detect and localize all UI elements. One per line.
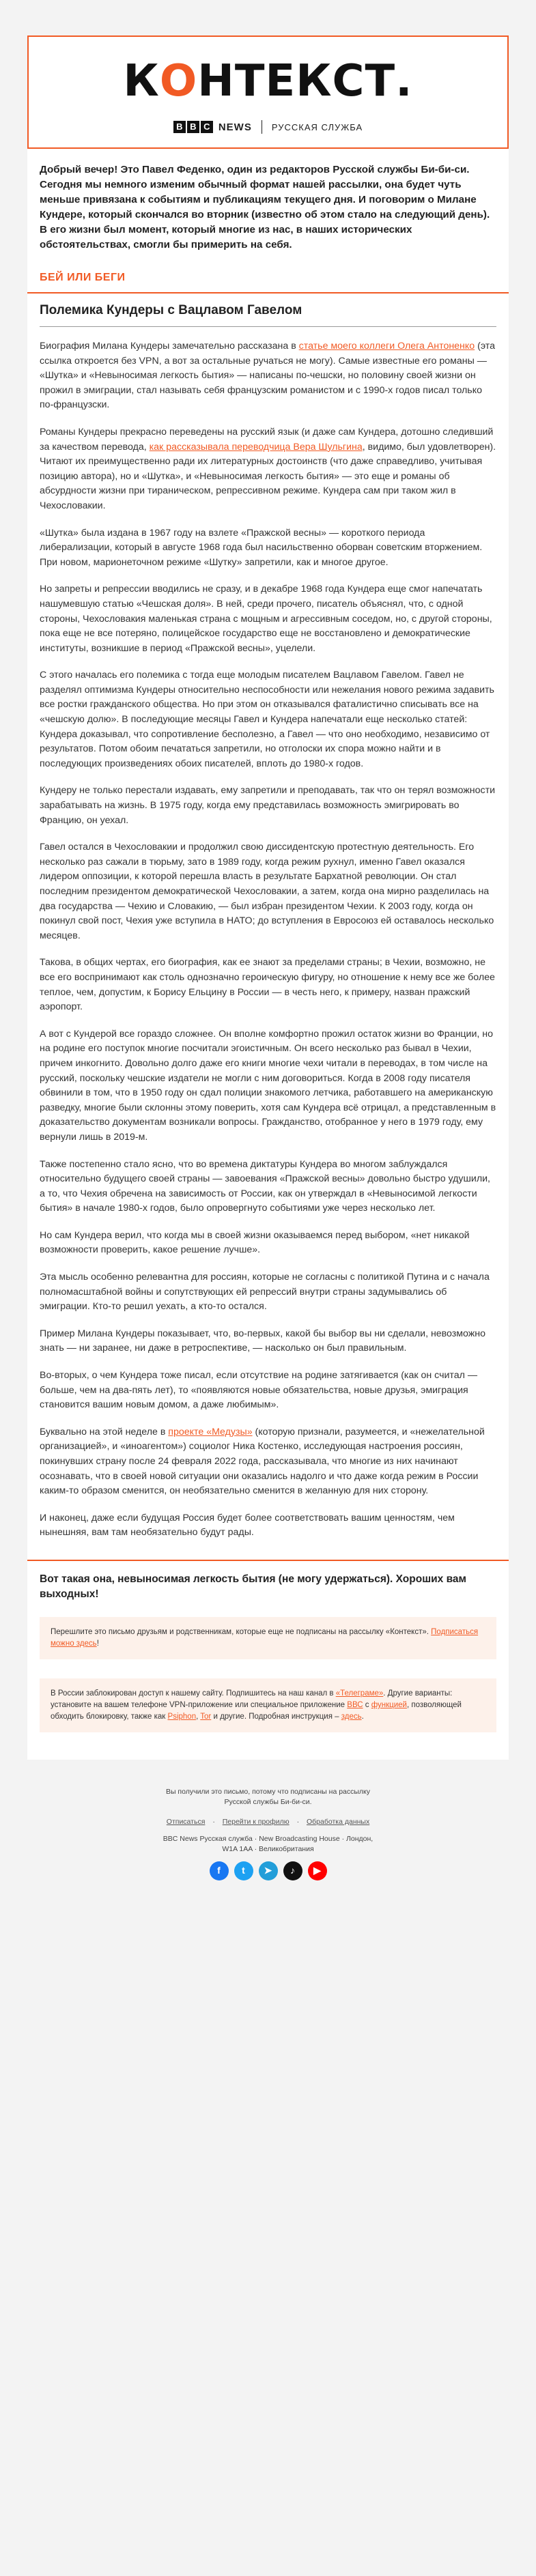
bbc-letter: C (201, 121, 213, 133)
telegram-link[interactable]: «Телеграме» (335, 1689, 384, 1698)
psiphon-link[interactable]: Psiphon (167, 1712, 197, 1721)
paragraph: И наконец, даже если будущая Россия будет более соответствовать вашим ценностям, чем нынешняя, вам там необязательно будут рады. (40, 1512, 455, 1539)
profile-link[interactable]: Перейти к профилю (222, 1817, 290, 1826)
paragraph: Буквально на этой неделе в проекте «Медузы» (которую признали, разумеется, и «нежелательной организацией», и «иноагентом») социолог Ника Костенко, исследующая настроения россиян, покинувших страну после 24 февраля 2022 года, рассказывала, что многие из них начинают осознавать, что в своей новой ситуации они оказались надолго и что даже когда режим в России каким-то образом сменится, он необязательно сменится в желанную для них сторону. (40, 1426, 485, 1497)
youtube-icon[interactable]: ▶ (308, 1861, 327, 1880)
article-body (27, 339, 509, 1541)
paragraph: Но сам Кундера верил, что когда мы в своей жизни оказываемся перед выбором, «нет никакой возможности проверить, какое решение лучше». (40, 1229, 470, 1256)
bbc-app-link[interactable]: ВВС (347, 1700, 363, 1709)
twitter-icon[interactable]: t (234, 1861, 253, 1880)
subscribe-link[interactable]: Подписаться можно здесь (51, 1627, 479, 1648)
paragraph: А вот с Кундерой все гораздо сложнее. Он вполне комфортно прожил остаток жизни во Франции, но на родине его поступок многие посчитали эгоистичным. Он всего несколько раз бывал в Чехии, причем инкогнито. Довольно долго даже его книги многие чехи читали в переводах, в том числе на русский, поскольку чешские издатели не могли с ним договориться. Когда в 2008 году писателя обвинили в том, что в 1950 году он сдал полиции знакомого летчика, работавшего на американскую разведку, многие были склонны этому поверить, хотя сам Кундера всё отрицал, а представленным в доказательство документам возникали вопросы. Гражданство, отобранное у него в 1979 году, ему вернули лишь в 2019-м. (40, 1028, 496, 1143)
intro-text: Добрый вечер! Это Павел Феденко, один из редакторов Русской службы Би-би-си. Сегодня мы немного изменим обычный формат нашей рассылки, она будет чуть меньше привязана к событиям и публикациям текущего дня. И поговорим о Милане Кундере, который скончался во вторник (известно об этом стало на следующий день). В его жизни был момент, который многие из нас, в наших исторических обстоятельствах, смогли бы примерить на себя. (40, 164, 490, 251)
paragraph: Такова, в общих чертах, его биография, как ее знают за пределами страны; в Чехии, возможно, не все его воспринимают как столь однозначно героическую фигуру, но отношение к нему все же более теплое, чем, допустим, к Борису Ельцину в России — в честь него, к примеру, назван пражский аэропорт. (40, 957, 495, 1013)
bbc-letter: B (173, 121, 186, 133)
forward-notice: Перешлите это письмо друзьям и родственникам, которые еще не подписаны на рассылку «Контекст». Подписаться можно здесь! (40, 1617, 496, 1659)
vpn-notice: В России заблокирован доступ к нашему сайту. Подпишитесь на наш канал в «Телеграме». Другие варианты: установите на вашем телефоне VPN-приложение или специальное приложение ВВС с функцией, позволяющей обходить блокировку, также как Psiphon, Tor и другие. Подробная инструкция – здесь. (40, 1678, 496, 1732)
instructions-link[interactable]: здесь (341, 1712, 362, 1721)
unsubscribe-link[interactable]: Отписаться (166, 1817, 206, 1826)
paragraph: Эта мысль особенно релевантна для россиян, которые не согласны с политикой Путина и с начала полномасштабной войны и сопутствующих ей репрессий внутри страны задумывались об эмиграции. Кто-то решил уехать, а кто-то остался. (40, 1272, 490, 1313)
tor-link[interactable]: Tor (200, 1712, 212, 1721)
outro-text: Вот такая она, невыносимая легкость бытия (не могу удержаться). Хороших вам выходных! (40, 1573, 466, 1600)
footer (0, 1787, 536, 1880)
telegram-icon[interactable]: ➤ (259, 1861, 278, 1880)
paragraph: Пример Милана Кундеры показывает, что, во-первых, какой бы выбор вы ни сделали, невозможно знать — ни заранее, ни даже в ретроспективе, — насколько он был правильным. (40, 1328, 485, 1354)
header-banner (27, 35, 509, 149)
tiktok-icon[interactable]: ♪ (283, 1861, 302, 1880)
paragraph: Гавел остался в Чехословакии и продолжил свою диссидентскую протестную деятельность. Его несколько раз сажали в тюрьму, зато в 1989 году, когда режим рухнул, именно Гавел оказался лидером оппозиции, к которой перешла власть в результате Бархатной революции. Он стал последним президентом демократической Чехословакии, а затем, когда она мирно разделилась на два государства — Чехию и Словакию, — был избран президентом Чехии. К 2003 году, когда он покинул свой пост, Чехия уже вступила в НАТО; до вступления в Евросоюз ей оставалось несколько месяцев. (40, 842, 494, 941)
paragraph: Биография Милана Кундеры замечательно рассказана в статье моего коллеги Олега Антоненко (эта ссылка откроется без VPN, а вот за остальные ручаться не могу). Самые известные его романы — «Шутка» и «Невыносимая легкость бытия» — написаны по-чешски, но половину своей жизни он прожил в эмиграции, стал называть себя французским романистом и с 1990-х годов писал только по-французски. (40, 341, 495, 411)
article-title: Полемика Кундеры с Вацлавом Гавелом (40, 303, 302, 317)
paragraph: Но запреты и репрессии вводились не сразу, и в декабре 1968 года Кундера еще смог напечатать нашумевшую статью «Чешская доля». В ней, среди прочего, писатель объяснял, что, с одной стороны, Чехословакия маленькая страна с мощным и агрессивным соседом, но, с другой стороны, пока еще не все потеряно, полицейское государство еще не восстановлено и демократические институты, возникшие в период «Пражской весны», уцелели. (40, 584, 492, 654)
footer-links: Отписаться · Перейти к профилю · Обработка данных (166, 1817, 370, 1826)
meduza-project-link[interactable]: проекте «Медузы» (168, 1426, 253, 1437)
bbc-blocks (173, 121, 213, 133)
main-content (27, 149, 509, 1760)
paragraph: Во-вторых, о чем Кундера тоже писал, если отсутствие на родине затягивается (как он считал — больше, чем на два-пять лет), то «появляются новые обязательства, новые друзья, эмиграция становится вашим новым домом, а даже любимым». (40, 1370, 478, 1411)
footer-address: BBC News Русская служба · New Broadcasting House · Лондон, W1A 1AA · Великобритания (163, 1834, 373, 1853)
spacer (27, 1732, 509, 1760)
privacy-link[interactable]: Обработка данных (306, 1817, 370, 1826)
facebook-icon[interactable]: f (210, 1861, 229, 1880)
kontekst-logo: КОНТЕКСТ. (123, 56, 413, 106)
newsletter-page (0, 35, 536, 1880)
title-divider (40, 326, 496, 327)
paragraph: Кундеру не только перестали издавать, ему запретили и преподавать, так что он терял возможности зарабатывать на жизнь. В 1975 году, когда ему представилась возможность эмигрировать во Францию, он уехал. (40, 785, 496, 826)
section-label: БЕЙ ИЛИ БЕГИ (40, 272, 126, 283)
colleague-article-link[interactable]: статье моего коллеги Олега Антоненко (298, 341, 475, 352)
social-links (0, 1861, 536, 1880)
footer-subscribed-text: Вы получили это письмо, потому что подписаны на рассылку Русской службы Би-би-си. (165, 1787, 371, 1806)
news-label: NEWS (218, 121, 252, 133)
paragraph: Романы Кундеры прекрасно переведены на русский язык (и даже сам Кундера, дотошно следивший за качеством перевода, как рассказывала переводчица Вера Шульгина, видимо, был удовлетворен). Читают их преимущественно ради их литературных достоинств (что даже справедливо, учитывая позицию автора), но и «Шутка», и «Невыносимая легкость бытия» — это еще и романы об абсурдности жизни при тираническом, репрессивном режиме. Кундера сам при таком жил в Чехословакии. (40, 426, 496, 511)
bbc-letter: B (187, 121, 199, 133)
bbc-news-russian-logo (29, 120, 507, 134)
service-label: РУССКАЯ СЛУЖБА (271, 121, 363, 132)
paragraph: «Шутка» была издана в 1967 году на взлете «Пражской весны» — короткого периода либерализации, который в августе 1968 года был насильственно оборван советским вторжением. При новом, марионеточном режиме «Шутку» запретили, как и многое другое. (40, 527, 483, 568)
paragraph: С этого началась его полемика с тогда еще молодым писателем Вацлавом Гавелом. Гавел не разделял оптимизма Кундеры относительно неспособности или нежелания нового режима задавить все ростки гражданского общества. Но при этом он отказывался фаталистично списывать все на «чешскую долю». В последующие месяцы Гавел и Кундера напечатали еще несколько статей: Кундера доказывал, что сопротивление бесполезно, а Гавел — что оно необходимо, независимо от результатов. Потом обоим печататься запретили, но отголоски их спора можно найти и в последующих произведениях обоих писателей, вплоть до 1980-х годов. (40, 670, 494, 769)
function-link[interactable]: функцией (371, 1700, 407, 1709)
translator-link[interactable]: как рассказывала переводчица Вера Шульгина (149, 441, 363, 453)
paragraph: Также постепенно стало ясно, что во времена диктатуры Кундера во многом заблуждался относительно будущего своей страны — завоевания «Пражской весны» довольно быстро удушили, а то, что Чехия обречена на зависимость от России, как он утверждал в «Невыносимой легкости бытия» в начале 1980-х годов, было опровергнуто событиями уже через несколько лет. (40, 1158, 490, 1214)
